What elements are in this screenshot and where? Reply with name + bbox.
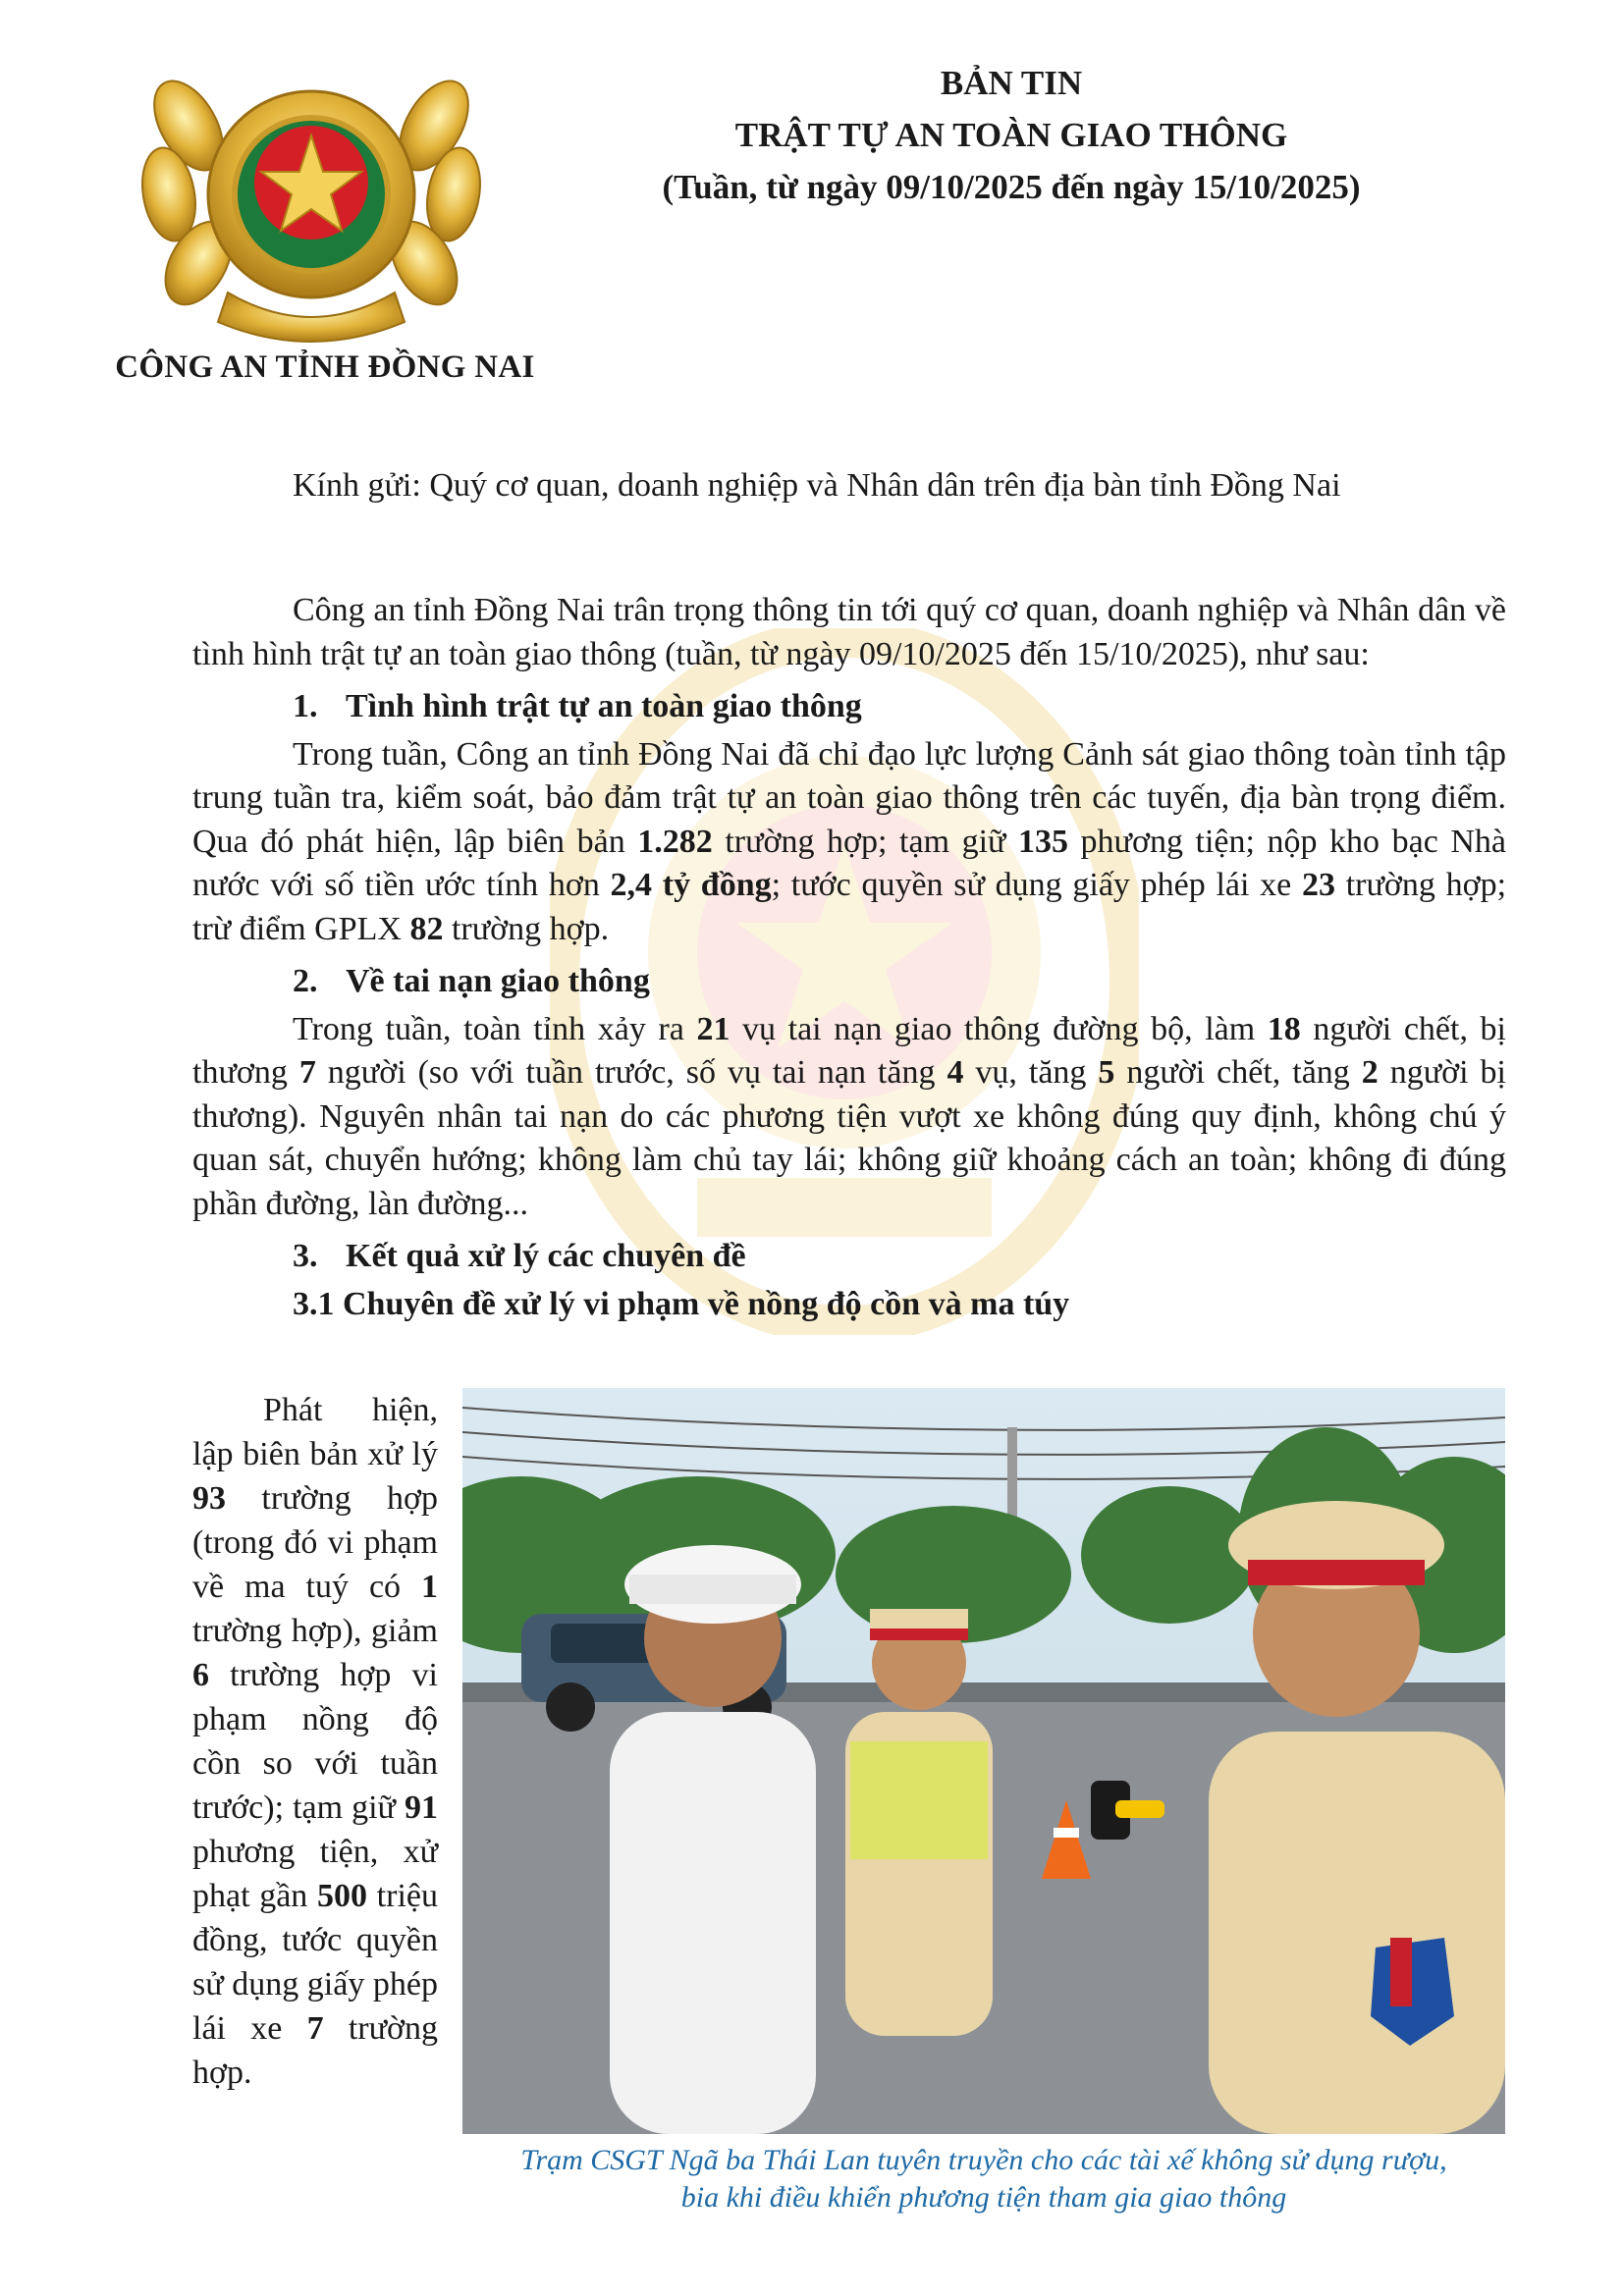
section-2-paragraph: Trong tuần, toàn tỉnh xảy ra 21 vụ tai nạn giao thông đường bộ, làm 18 người chết, bị thương 7 người (so với tuần trước, số vụ tai nạn tăng 4 vụ, tăng 5 người chết, tăng 2 người bị thương). Nguyên nhân tai nạn do các phương tiện vượt xe không đúng quy định, không chú ý quan sát, chuyển hướng; không làm chủ tay lái; không giữ khoảng cách an toàn; không đi đúng phần đường, làn đường... <box>192 1010 1506 1222</box>
header-subtitle: TRẬT TỰ AN TOÀN GIAO THÔNG <box>734 116 1288 154</box>
photo-caption-line-1: Trạm CSGT Ngã ba Thái Lan tuyên truyền cho các tài xế không sử dụng rượu, <box>520 2144 1447 2176</box>
traffic-police-photo <box>462 1388 1505 2134</box>
photo-caption-line-2: bia khi điều khiển phương tiện tham gia giao thông <box>680 2181 1287 2214</box>
bulletin-body <box>192 589 1506 1330</box>
section-3-number: 3. <box>293 1238 318 1274</box>
police-emblem-logo <box>130 57 493 351</box>
header-date-range: (Tuần, từ ngày 09/10/2025 đến ngày 15/10/2025) <box>662 168 1361 206</box>
section-2-title: Về tai nạn giao thông <box>346 963 650 999</box>
section-1-paragraph: Trong tuần, Công an tỉnh Đồng Nai đã chỉ đạo lực lượng Cảnh sát giao thông toàn tỉnh tập trung tuần tra, kiểm soát, bảo đảm trật tự an toàn giao thông trên các tuyến, địa bàn trọng điểm. Qua đó phát hiện, lập biên bản 1.282 trường hợp; tạm giữ 135 phương tiện; nộp kho bạc Nhà nước với số tiền ước tính hơn 2,4 tỷ đồng; tước quyền sử dụng giấy phép lái xe 23 trường hợp; trừ điểm GPLX 82 trường hợp. <box>192 735 1507 947</box>
section-2-heading <box>293 960 1506 1004</box>
section-1-number: 1. <box>293 688 318 724</box>
organization-name: CÔNG AN TỈNH ĐỒNG NAI <box>115 349 535 385</box>
section-2-number: 2. <box>293 963 318 999</box>
section-3-1-paragraph: Phát hiện, lập biên bản xử lý 93 trường hợp (trong đó vi phạm về ma tuý có 1 trường hợp), giảm 6 trường hợp vi phạm nồng độ cồn so với tuần trước); tạm giữ 91 phương tiện, xử phạt gần 500 triệu đồng, tước quyền sử dụng giấy phép lái xe 7 trường hợp. <box>192 1392 438 2091</box>
section-1-title: Tình hình trật tự an toàn giao thông <box>346 688 862 724</box>
header-title: BẢN TIN <box>940 64 1083 102</box>
section-3-heading <box>293 1235 1506 1279</box>
photo-caption <box>462 2142 1505 2216</box>
bulletin-header <box>589 57 1434 213</box>
section-1-heading <box>293 685 1506 729</box>
greeting: Kính gửi: Quý cơ quan, doanh nghiệp và Nhân dân trên địa bàn tỉnh Đồng Nai <box>293 467 1341 504</box>
section-3-1-heading: 3.1 Chuyên đề xử lý vi phạm về nồng độ cồn và ma túy <box>293 1285 1070 1322</box>
intro-paragraph: Công an tỉnh Đồng Nai trân trọng thông tin tới quý cơ quan, doanh nghiệp và Nhân dân về tình hình trật tự an toàn giao thông (tuần, từ ngày 09/10/2025 đến 15/10/2025), như sau: <box>192 592 1506 672</box>
section-3-title: Kết quả xử lý các chuyên đề <box>346 1238 746 1274</box>
